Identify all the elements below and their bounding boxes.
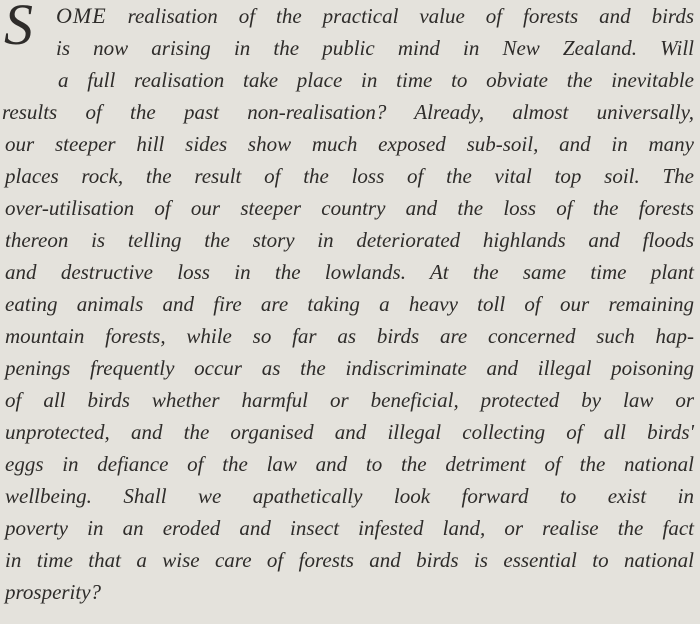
text-line-5: our steeper hill sides show much exposed sub-soil, and in many (5, 132, 694, 156)
text-line-7: over-utilisation of our steeper country and the loss of the forests (5, 196, 694, 220)
text-line-3: a full realisation take place in time to obviate the inevitable (58, 68, 694, 92)
text-line-11: mountain forests, while so far as birds are concerned such hap- (5, 324, 694, 348)
text-line-4: results of the past non-realisation? Already, almost universally, (2, 100, 694, 124)
line-1-text: realisation of the practical value of forests and birds (106, 4, 694, 28)
drop-cap: S (4, 0, 33, 57)
text-line-2: is now arising in the public mind in New Zealand. Will (56, 36, 694, 60)
text-line-8: thereon is telling the story in deteriorated highlands and floods (5, 228, 694, 252)
text-line-10: eating animals and fire are taking a heavy toll of our remaining (5, 292, 694, 316)
text-line-15: eggs in defiance of the law and to the detriment of the national (5, 452, 694, 476)
text-line-13: of all birds whether harmful or beneficial, protected by law or (5, 388, 694, 412)
text-line-19: prosperity? (5, 580, 102, 604)
text-line-9: and destructive loss in the lowlands. At the same time plant (5, 260, 694, 284)
text-line-1 (0, 2, 700, 30)
opening-capitals: OME (56, 3, 107, 28)
text-line-14: unprotected, and the organised and illegal collecting of all birds' (5, 420, 694, 444)
text-line-6: places rock, the result of the loss of the vital top soil. The (5, 164, 694, 188)
text-line-12: penings frequently occur as the indiscriminate and illegal poisoning (5, 356, 694, 380)
text-line-17: poverty in an eroded and insect infested land, or realise the fact (5, 516, 694, 540)
text-line-18: in time that a wise care of forests and birds is essential to national (5, 548, 694, 572)
text-line-16: wellbeing. Shall we apathetically look forward to exist in (5, 484, 694, 508)
